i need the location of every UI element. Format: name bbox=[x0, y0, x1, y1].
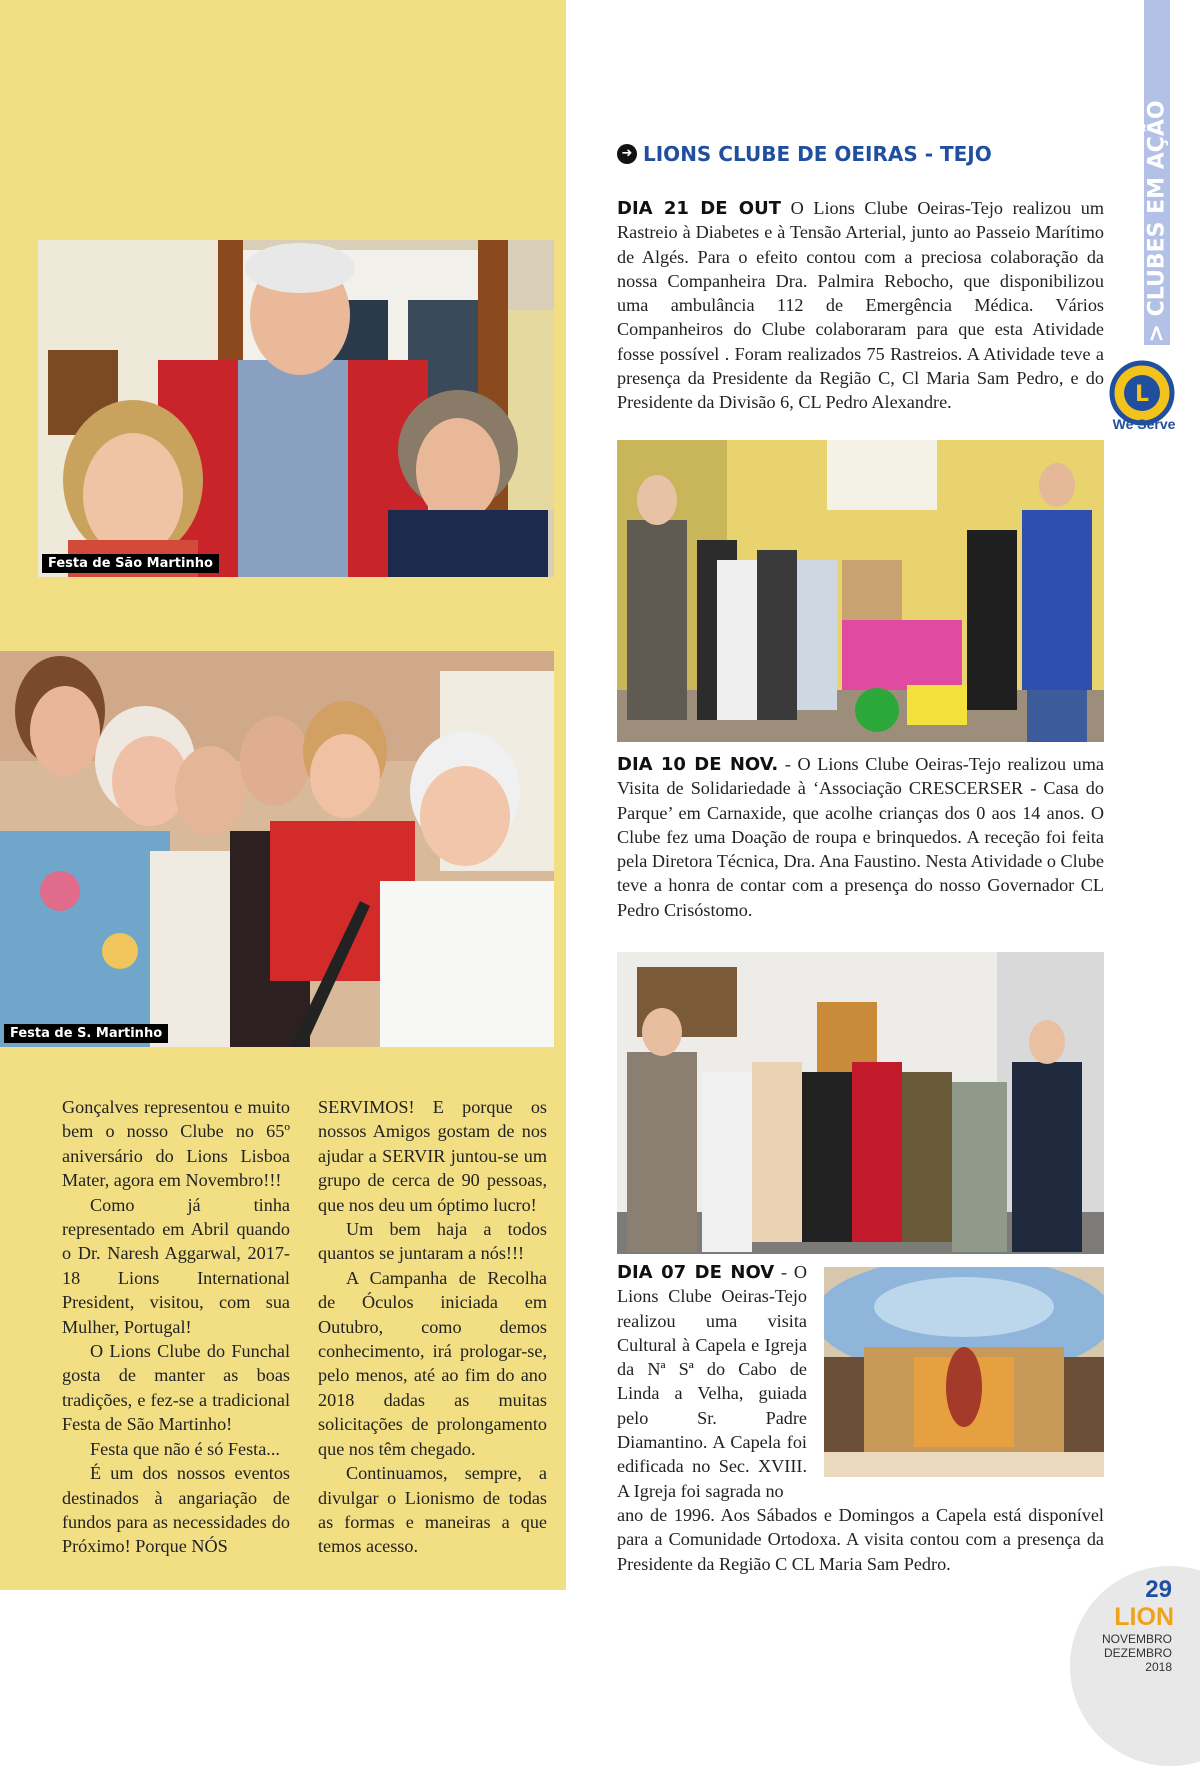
we-serve-label: We Serve bbox=[1112, 416, 1176, 432]
paragraph: É um dos nossos eventos destinados à angariação de fundos para as necessidades do Próximo! Porque NÓS bbox=[62, 1463, 290, 1557]
article-title-text: LIONS CLUBE DE OEIRAS - TEJO bbox=[643, 142, 992, 166]
paragraph: Gonçalves representou e muito bem o nosso Clube no 65º aniversário do Lions Lisboa Mater, agora em Novembro!!! bbox=[62, 1097, 290, 1191]
arrow-right-icon: ➜ bbox=[617, 144, 637, 164]
photo-igreja-interior bbox=[824, 1267, 1104, 1477]
funchal-column-1 bbox=[62, 1095, 290, 1559]
issue-month-2: DEZEMBRO bbox=[1103, 1646, 1172, 1660]
entry-date: DIA 21 DE OUT bbox=[617, 198, 782, 219]
entry-07-nov bbox=[617, 1260, 807, 1503]
entry-text: - O Lions Clube Oeiras-Tejo realizou uma Visita de Solidariedade à ‘Associação CRESCERSER - Casa do Parque’ em Carnaxide, que acolhe crianças dos 0 aos 14 anos. O Clube fez uma Doação de roupa e brinquedos. A receção foi feita pela Diretora Técnica, Dra. Ana Faustino. Nesta Atividade o Clube teve a honra de contar com a presença do nosso Governador CL Pedro Crisóstomo. bbox=[617, 754, 1104, 920]
photo-donation-crescerser bbox=[617, 440, 1104, 742]
svg-text:L: L bbox=[1134, 382, 1150, 407]
photo-caption: Festa de S. Martinho bbox=[4, 1024, 168, 1043]
funchal-column-2 bbox=[318, 1095, 547, 1559]
paragraph: Continuamos, sempre, a divulgar o Lionismo de todas as formas e maneiras a que temos acesso. bbox=[318, 1463, 547, 1557]
photo-festa-sao-martinho bbox=[38, 240, 554, 577]
article-title bbox=[617, 142, 992, 166]
page-number: 29 bbox=[1145, 1576, 1172, 1603]
paragraph: A Campanha de Recolha de Óculos iniciada em Outubro, como demos conhecimento, irá prologar-se, pelo menos, até ao fim do ano 2018 dadas as muitas solicitações de prolongamento que nos têm chegado. bbox=[318, 1267, 547, 1459]
photo-group-capela bbox=[617, 952, 1104, 1254]
photo-festa-s-martinho bbox=[0, 651, 554, 1047]
issue-year: 2018 bbox=[1145, 1660, 1172, 1674]
section-tab bbox=[1144, 0, 1170, 345]
entry-21-out bbox=[617, 196, 1104, 415]
paragraph: O Lions Clube do Funchal gosta de manter as boas tradições, e fez-se a tradicional Festa de São Martinho! bbox=[62, 1341, 290, 1435]
paragraph: Como já tinha representado em Abril quando o Dr. Naresh Aggarwal, 2017-18 Lions International President, visitou, com sua Mulher, Portugal! bbox=[62, 1194, 290, 1337]
entry-text: O Lions Clube Oeiras-Tejo realizou um Rastreio à Diabetes e à Tensão Arterial, junto ao Passeio Marítimo de Algés. Para o efeito contou com a preciosa colaboração da nossa Companheira Dra. Palmira Rebocho, que disponibilizou uma ambulância 112 de Emergência Médica. Vários Companheiros do Clube colaboraram para que esta Atividade fosse possível . Foram realizados 75 Rastreios. A Atividade teve a presença da Presidente da Região C, Cl Maria Sam Pedro, e do Presidente da Divisão 6, CL Pedro Alexandre. bbox=[617, 198, 1104, 413]
issue-month-1: NOVEMBRO bbox=[1101, 1632, 1172, 1646]
paragraph: Um bem haja a todos quantos se juntaram a nós!!! bbox=[318, 1219, 547, 1264]
entry-10-nov bbox=[617, 752, 1104, 922]
entry-date: DIA 10 DE NOV. bbox=[617, 754, 779, 775]
entry-date: DIA 07 DE NOV bbox=[617, 1262, 775, 1283]
entry-text-continued: ano de 1996. Aos Sábados e Domingos a Capela está disponível para a Comunidade Ortodoxa. A visita contou com a presença da Presidente da Região C CL Maria Sam Pedro. bbox=[617, 1505, 1104, 1574]
photo-caption: Festa de São Martinho bbox=[42, 554, 219, 573]
section-tab-label: > CLUBES EM AÇÃO bbox=[1144, 100, 1170, 343]
paragraph: SERVIMOS! E porque os nossos Amigos gostam de nos ajudar a SERVIR juntou-se um grupo de cerca de 90 pessoas, que nos deu um óptimo lucro! bbox=[318, 1097, 547, 1215]
magazine-name: LION bbox=[1114, 1603, 1174, 1631]
paragraph: Festa que não é só Festa... bbox=[90, 1438, 280, 1459]
entry-text: - O Lions Clube Oeiras-Tejo realizou uma visita Cultural à Capela e Igreja da Nª Sª do Cabo de Linda a Velha, guiada pelo Sr. Padre Diamantino. A Capela foi edificada no Sec. XVIII. A Igreja foi sagrada no bbox=[617, 1262, 807, 1501]
issue-date bbox=[1102, 1632, 1172, 1674]
entry-07-nov-continued bbox=[617, 1503, 1104, 1576]
